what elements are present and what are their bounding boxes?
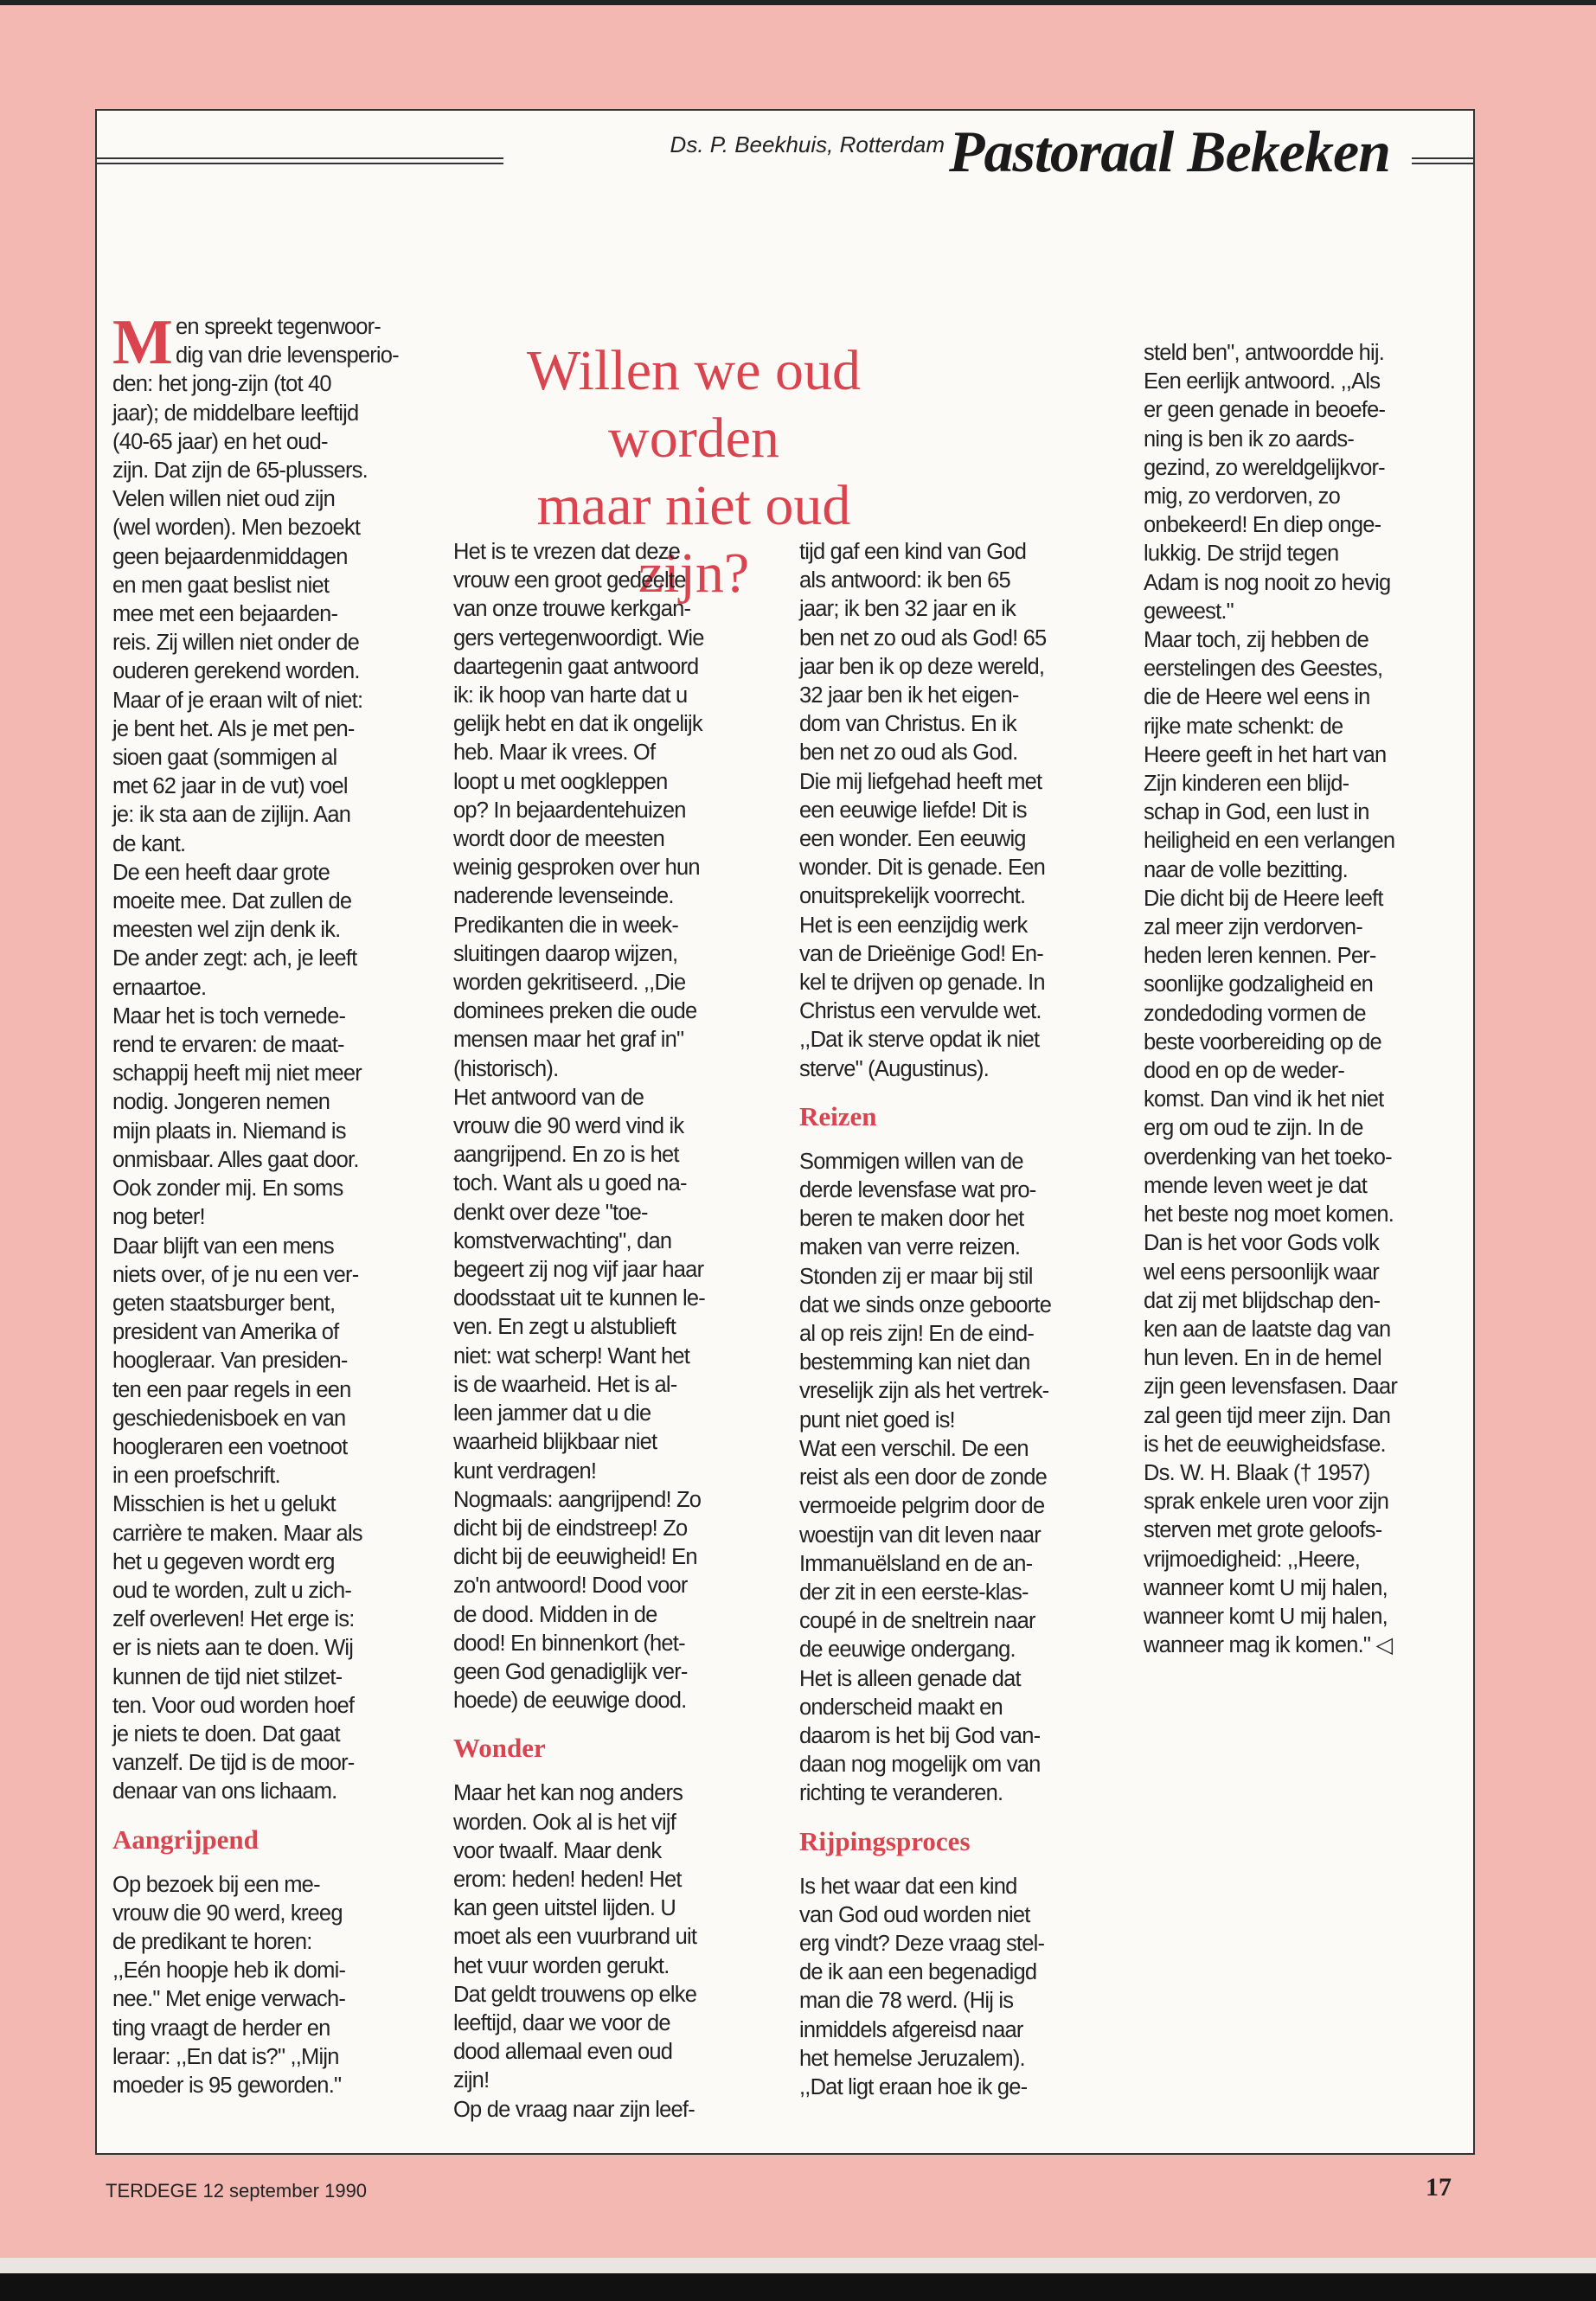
column-1 [112,307,433,2100]
column-1-after: Op bezoek bij een me- vrouw die 90 werd, kreeg de predikant te horen: ,,Eén hoopje heb ik domi- nee." Met enige verwach- ting vraagt de herder en leraar: ,,En dat is?" ,,Mijn moeder is 95 geworden." [112,1872,346,2098]
section-title: Pastoraal Bekeken [949,119,1390,184]
header-rule-left [97,157,503,159]
publication-footer: TERDEGE 12 september 1990 [106,2180,368,2202]
column-2-text: Het is te vrezen dat deze vrouw een groot gedeelte van onze trouwe kerkgan- gers vertegenwoordigt. Wie daartegenin gaat antwoord ik: ik hoop van harte dat u gelijk hebt en dat ik ongelijk heb. Maar ik vrees. Of loopt u met oogkleppen op? In bejaardentehuizen wordt door de meesten weinig gesproken over hun naderende levenseinde. Predikanten die in week- sluitingen daarop wijzen, worden gekritiseerd. ,,Die dominees preken die oude mensen maar het graf in" (historisch). Het antwoord van de vrouw die 90 werd vind ik aangrijpend. En zo is het toch. Want als u goed na- denkt over deze "toe- komstverwachting", dan begeert zij nog vijf jaar haar doodsstaat uit te kunnen le- ven. En zegt u alstublieft niet: wat scherp! Want het is de waarheid. Het is al- leen jammer dat u die waarheid blijkbaar niet kunt verdragen! Nogmaals: aangrijpend! Zo dicht bij de eindstreep! Zo dicht bij de eeuwigheid! En zo'n antwoord! Dood voor de dood. Midden in de dood! En binnenkort (het- geen God genadiglijk ver- hoede) de eeuwige dood. [453,540,705,1714]
column-1-intro: en spreekt tegenwoor- dig van drie levensperio- den: het jong-zijn (tot 40 jaar); de middelbare leeftijd (40-65 jaar) en het oud- zijn. Dat zijn de 65-plussers. Velen willen niet oud zijn (wel worden). Men bezoekt geen bejaardenmiddagen en men gaat beslist niet mee met een bejaarden- reis. Zij willen niet onder de ouderen gerekend worden. Maar of je eraan wilt of niet: je bent het. Als je met pen- sioen gaat (sommigen al met 62 jaar in de vut) voel je: ik sta aan de zijlijn. Aan de kant. De een heeft daar grote moeite mee. Dat zullen de meesten wel zijn denk ik. De ander zegt: ach, je leeft ernaartoe. Maar het is toch vernede- rend te ervaren: de maat- schappij heeft mij niet meer nodig. Jongeren nemen mijn plaats in. Niemand is onmisbaar. Alles gaat door. Ook zonder mij. En soms nog beter! Daar blijft van een mens niets over, of je nu een ver- geten staatsburger bent, president van Amerika of hoogleraar. Van presiden- ten een paar regels in een geschiedenisboek en van hoogleraren een voetnoot in een proefschrift. Misschien is het u gelukt carrière te maken. Maar als het u gegeven wordt erg oud te worden, zult u zich- zelf overleven! Het erge is: er is niets aan te doen. Wij kunnen de tijd niet stilzet- ten. Voor oud worden hoef je niets te doen. Dat gaat vanzelf. De tijd is de moor- denaar van ons lichaam. [112,315,399,1804]
drop-cap: M [112,307,173,378]
column-3-text: tijd gaf een kind van God als antwoord: ik ben 65 jaar; ik ben 32 jaar en ik ben net zo oud als God! 65 jaar ben ik op deze wereld, 32 jaar ben ik het eigen- dom van Christus. En ik ben net zo oud als God. Die mij liefgehad heeft met een eeuwige liefde! Dit is een wonder. Een eeuwig wonder. Dit is genade. Een onuitsprekelijk voorrecht. Het is een eenzijdig werk van de Drieënige God! En- kel te drijven op genade. In Christus een vervulde wet. ,,Dat ik sterve opdat ik niet sterve" (Augustinus). [799,540,1047,1081]
header-rule-right-2 [1412,163,1473,164]
column-4 [1144,339,1468,1660]
column-3-after-1: Sommigen willen van de derde levensfase wat pro- beren te maken door het maken van verre reizen. Stonden zij er maar bij stil dat we sinds onze geboorte al op reis zijn! En de eind- bestemming kan niet dan vreselijk zijn als het vertrek- punt niet goed is! Wat een verschil. De een reist als een door de zonde vermoeide pelgrim door de woestijn van dit leven naar Immanuëlsland en de an- der zit in een eerste-klas- coupé in de sneltrein naar de eeuwige ondergang. Het is alleen genade dat onderscheid maakt en daarom is het bij God van- daan nog mogelijk om van richting te veranderen. [799,1149,1052,1806]
headline-line-1: Willen we oud worden [527,339,861,470]
header-rule-right [1412,157,1473,159]
page-number: 17 [1426,2173,1452,2202]
heading-aangrijpend: Aangrijpend [112,1823,259,1855]
scan-edge-bottom [0,2273,1596,2301]
column-4-text: steld ben", antwoordde hij. Een eerlijk antwoord. ,,Als er geen genade in beoefe- ning is ben ik zo aards- gezind, zo wereldgelijkvor- mig, zo verdorven, zo onbekeerd! En diep onge- lukkig. De strijd tegen Adam is nog nooit zo hevig geweest." Maar toch, zij hebben de eerstelingen des Geestes, die de Heere wel eens in rijke mate schenkt: de Heere geeft in het hart van Zijn kinderen een blijd- schap in God, een lust in heiligheid en een verlangen naar de volle bezitting. Die dicht bij de Heere leeft zal meer zijn verdorven- heden leren kennen. Per- soonlijke godzaligheid en zondedoding vormen de beste voorbereiding op de dood en op de weder- komst. Dan vind ik het niet erg om oud te zijn. In de overdenking van het toeko- mende leven weet je dat het beste nog moet komen. Dan is het voor Gods volk wel eens persoonlijk waar dat zij met blijdschap den- ken aan de laatste dag van hun leven. En in de hemel zijn geen levensfasen. Daar zal geen tijd meer zijn. Dan is het de eeuwigheidsfase. Ds. W. H. Blaak († 1957) sprak enkele uren voor zijn sterven met grote geloofs- vrijmoedigheid: ,,Heere, wanneer komt U mij halen, wanneer komt U mij halen, wanneer mag ik komen." ◁ [1144,341,1398,1658]
scan-margin-bottom [0,2258,1596,2273]
column-2 [453,538,773,2125]
page-header [97,111,1473,197]
column-3-after-2: Is het waar dat een kind van God oud worden niet erg vindt? Deze vraag stel- de ik aan een begenadigd man die 78 werd. (Hij is inmiddels afgereisd naar het hemelse Jeruzalem). ,,Dat ligt eraan hoe ik ge- [799,1874,1045,2099]
column-2-after: Maar het kan nog anders worden. Ook al is het vijf voor twaalf. Maar denk erom: heden! heden! Het kan geen uitstel lijden. U moet als een vuurbrand uit het vuur worden gerukt. Dat geldt trouwens op elke leeftijd, daar we voor de dood allemaal even oud zijn! Op de vraag naar zijn leef- [453,1781,697,2122]
author-byline: Ds. P. Beekhuis, Rotterdam [670,131,945,157]
heading-reizen: Reizen [799,1100,877,1131]
scan-edge-top [0,0,1596,5]
heading-rijpingsproces: Rijpingsproces [799,1825,971,1856]
column-3 [799,538,1119,2102]
magazine-page [95,109,1475,2155]
heading-wonder: Wonder [453,1733,546,1764]
headline-line-2: maar niet oud zijn? [536,474,851,605]
header-rule-left-2 [97,163,503,164]
